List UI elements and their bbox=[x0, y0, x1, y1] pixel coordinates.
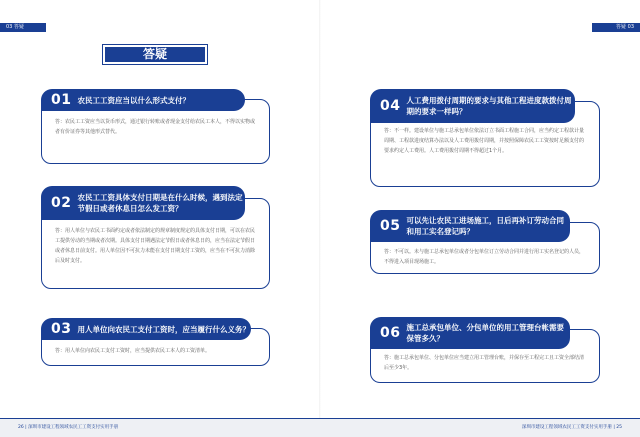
qa-question: 农民工工资应当以什么形式支付？ bbox=[77, 95, 190, 105]
page-spine bbox=[319, 0, 321, 437]
qa-number: 02 bbox=[51, 195, 72, 211]
qa-card-03 bbox=[41, 318, 270, 366]
qa-question: 人工费用拨付周期的要求与其他工程进度款拨付周期的要求一样吗？ bbox=[406, 96, 572, 116]
qa-card-header bbox=[370, 317, 570, 349]
qa-card-05 bbox=[370, 210, 600, 274]
qa-number: 01 bbox=[51, 92, 72, 108]
qa-number: 06 bbox=[380, 325, 401, 341]
qa-card-header bbox=[370, 89, 575, 123]
qa-card-04 bbox=[370, 89, 600, 187]
qa-card-header bbox=[41, 186, 245, 220]
qa-question: 用人单位向农民工支付工资时，应当履行什么义务？ bbox=[77, 324, 250, 334]
qa-card-01 bbox=[41, 89, 270, 164]
qa-number: 04 bbox=[380, 98, 401, 114]
header-tag-right: 答疑 03 bbox=[592, 23, 640, 32]
qa-question: 施工总承包单位、分包单位的用工管理台帐需要保管多久？ bbox=[406, 323, 564, 343]
section-title: 答疑 bbox=[103, 45, 207, 64]
qa-answer: 答：不可以。未与施工总承包单位或者分包单位订立劳动合同并进行用工实名登记的人员，不得进入项目现场施工。 bbox=[384, 249, 585, 265]
qa-number: 05 bbox=[380, 218, 401, 234]
qa-number: 03 bbox=[51, 321, 72, 337]
qa-question: 农民工工资具体支付日期是在什么时候，遇到法定节假日或者休息日怎么发工资？ bbox=[77, 193, 243, 213]
page-footer bbox=[0, 418, 640, 437]
qa-answer: 答：农民工工资应当以货币形式，通过银行转账或者现金支付给农民工本人，不得以实物或者有价证券等其他形式替代。 bbox=[55, 119, 256, 135]
qa-card-02 bbox=[41, 186, 270, 289]
qa-answer: 答：施工总承包单位、分包单位应当建立用工管理台账，并保存至工程完工且工资全部结清后至少3年。 bbox=[384, 355, 585, 371]
qa-answer: 答：用人单位向农民工支付工资时，应当提供农民工本人的工资清单。 bbox=[55, 348, 211, 354]
footer-right: 深圳市建设工程领域农民工工资支付实用手册 | 25 bbox=[521, 425, 622, 430]
header-tag-left: 03 答疑 bbox=[0, 23, 46, 32]
footer-left: 26 | 深圳市建设工程领域农民工工资支付实用手册 bbox=[18, 425, 119, 430]
qa-card-header bbox=[41, 89, 245, 111]
qa-question: 可以先让农民工进场施工，日后再补订劳动合同和用工实名登记吗？ bbox=[406, 216, 564, 236]
qa-answer: 答：用人单位与农民工书面约定或者依法制定的规章制度规定的具体支付日期，可以在农民工提供劳动的当期或者次期。具体支付日期遇法定节假日或者休息日的，应当在法定节假日或者休息日前支付。用人单位因不可抗力未能在支付日期支付工资的，应当在不可抗力消除后及时支付。 bbox=[55, 228, 256, 264]
qa-answer: 答：不一样。建设单位与施工总承包单位依法订立书面工程施工合同，应当约定工程款计量周期、工程款进度结算办法以及人工费用拨付周期，并按照保障农民工工资按时足额支付的要求约定人工费用。人工费用拨付周期不得超过1个月。 bbox=[384, 128, 585, 154]
qa-card-header bbox=[370, 210, 570, 242]
qa-card-06 bbox=[370, 317, 600, 383]
qa-card-header bbox=[41, 318, 251, 340]
